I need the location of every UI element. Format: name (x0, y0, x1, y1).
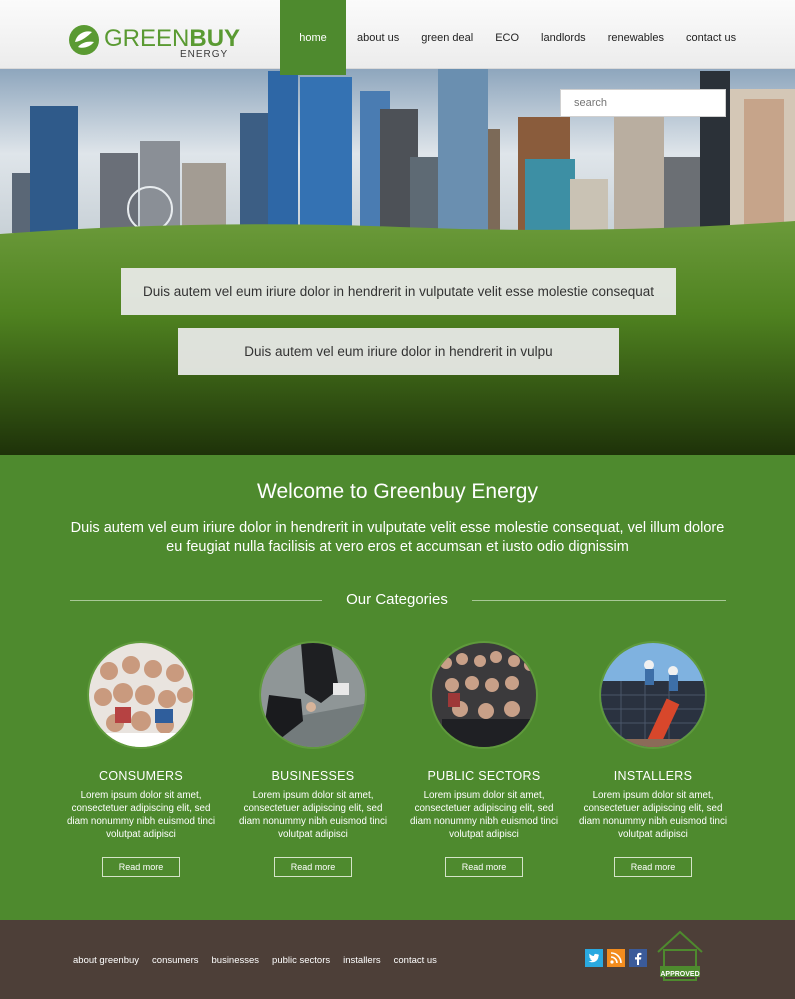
approved-badge (654, 926, 706, 994)
read-more-button[interactable]: Read more (614, 857, 692, 877)
welcome-heading: Welcome to Greenbuy Energy (257, 480, 538, 503)
category-text: Lorem ipsum dolor sit amet, consectetuer adipiscing elit, sed diam nonummy nibh euismod tinci volutpat adipisci (66, 790, 216, 840)
categories-heading: Our Categories (346, 591, 448, 608)
read-more-button[interactable]: Read more (102, 857, 180, 877)
category-title: CONSUMERS (99, 769, 183, 783)
welcome-section (0, 455, 795, 920)
category-text: Lorem ipsum dolor sit amet, consectetuer adipiscing elit, sed diam nonummy nibh euismod tinci volutpat adipisci (578, 790, 728, 840)
footer-link-public-sectors[interactable]: public sectors (272, 955, 331, 966)
category-card-public-sectors (404, 641, 564, 877)
footer-link-businesses[interactable]: businesses (211, 955, 260, 966)
divider-left (70, 600, 322, 601)
divider-right (472, 600, 726, 601)
nav-contact-us[interactable]: contact us (685, 31, 737, 44)
site-footer (0, 920, 795, 999)
read-more-button[interactable]: Read more (445, 857, 523, 877)
category-text: Lorem ipsum dolor sit amet, consectetuer adipiscing elit, sed diam nonummy nibh euismod tinci volutpat adipisci (238, 790, 388, 840)
category-card-installers (573, 641, 733, 877)
nav-home[interactable]: home (280, 0, 346, 75)
installers-image[interactable] (599, 641, 707, 749)
nav-about-us[interactable]: about us (357, 31, 400, 44)
footer-link-consumers[interactable]: consumers (152, 955, 199, 966)
twitter-icon[interactable] (585, 949, 603, 967)
hero-slogan-secondary: Duis autem vel eum iriure dolor in hendrerit in vulpu (178, 328, 619, 375)
footer-link-contact[interactable]: contact us (393, 955, 437, 966)
footer-links (73, 955, 437, 966)
consumers-image[interactable] (87, 641, 195, 749)
logo-tagline: ENERGY (180, 49, 229, 60)
footer-link-about[interactable]: about greenbuy (73, 955, 140, 966)
city-skyline-image (0, 69, 795, 455)
nav-renewables[interactable]: renewables (607, 31, 664, 44)
search-input[interactable] (560, 89, 726, 117)
businesses-image[interactable] (259, 641, 367, 749)
category-text: Lorem ipsum dolor sit amet, consectetuer adipiscing elit, sed diam nonummy nibh euismod tinci volutpat adipisci (409, 790, 559, 840)
nav-eco[interactable]: ECO (495, 31, 520, 44)
social-icons (585, 949, 647, 967)
intro-text: Duis autem vel eum iriure dolor in hendrerit in vulputate velit esse molestie consequat, vel illum dolore eu feugiat nulla facilisis at vero eros et accumsan et iusto odio dignissim (70, 520, 725, 555)
logo-wordmark: GREENBUY (104, 25, 241, 52)
facebook-icon[interactable] (629, 949, 647, 967)
greenbuy-logo[interactable] (68, 24, 241, 60)
category-title: PUBLIC SECTORS (427, 769, 541, 783)
rss-icon[interactable] (607, 949, 625, 967)
hero-slogan-primary: Duis autem vel eum iriure dolor in hendrerit in vulputate velit esse molestie consequat (121, 268, 676, 315)
site-header (0, 0, 795, 69)
category-card-consumers (61, 641, 221, 877)
badge-label: APPROVED (660, 971, 700, 978)
read-more-button[interactable]: Read more (274, 857, 352, 877)
nav-landlords[interactable]: landlords (541, 31, 586, 44)
footer-link-installers[interactable]: installers (343, 955, 381, 966)
public-sectors-image[interactable] (430, 641, 538, 749)
leaf-logo-icon (68, 24, 100, 56)
category-card-businesses (233, 641, 393, 877)
nav-green-deal[interactable]: green deal (421, 31, 474, 44)
category-title: INSTALLERS (613, 769, 693, 783)
category-title: BUSINESSES (271, 769, 355, 783)
main-nav (280, 0, 747, 75)
hero-banner (0, 69, 795, 455)
